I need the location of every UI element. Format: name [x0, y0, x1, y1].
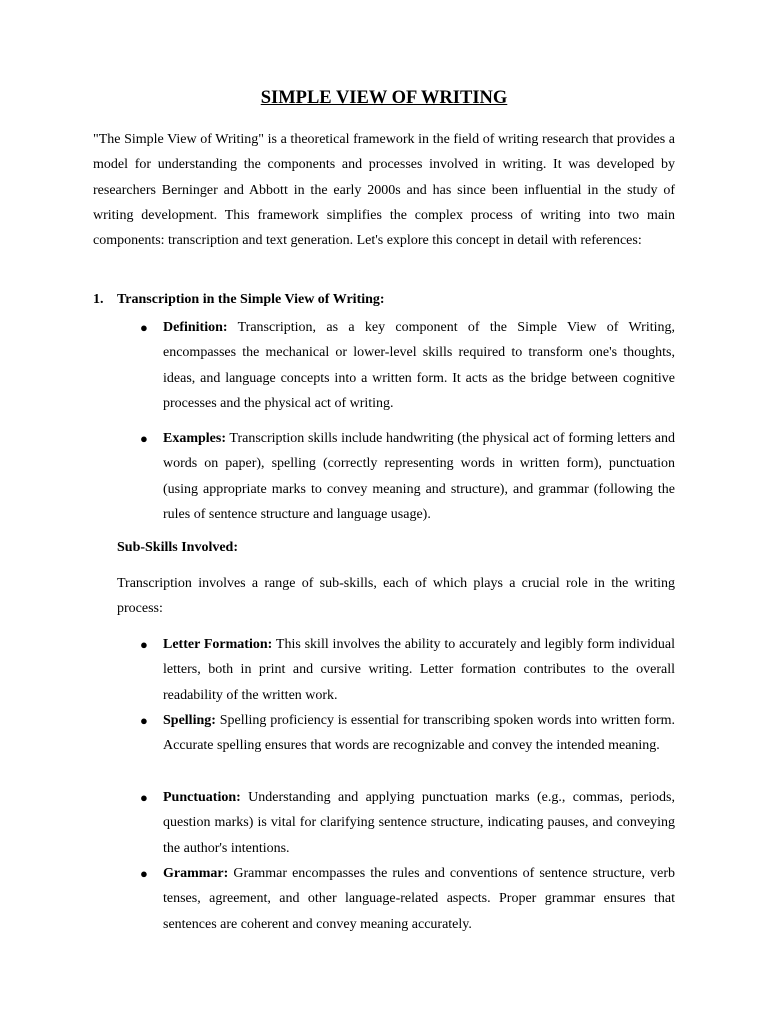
bullet-icon: ●	[140, 866, 148, 881]
intro-paragraph: "The Simple View of Writing" is a theoretical framework in the field of writing research that provides a model for understanding the components and processes involved in writing. It was developed by researchers Berninger and Abbott in the early 2000s and has since been influential in the study of writing development. This framework simplifies the complex process of writing into two main components: transcription and text generation. Let's explore this concept in detail with references:	[93, 132, 675, 249]
list-item-text: Grammar encompasses the rules and conventions of sentence structure, verb tenses, agreement, and other language-related aspects. Proper grammar ensures that sentences are coherent and convey meaning accurately.	[163, 866, 675, 932]
list-item-grammar	[163, 861, 675, 937]
list-item-term: Letter Formation:	[163, 637, 273, 652]
list-item-term: Punctuation:	[163, 790, 241, 805]
section-heading-text: Transcription in the Simple View of Writing:	[117, 292, 385, 307]
list-item-term: Spelling:	[163, 713, 216, 728]
bullet-icon: ●	[140, 431, 148, 446]
list-item-text: This skill involves the ability to accurately and legibly form individual letters, both in print and cursive writing. Letter formation contributes to the overall readability of the written work.	[163, 637, 675, 703]
list-item-definition	[163, 315, 675, 416]
sub-intro-paragraph: Transcription involves a range of sub-skills, each of which plays a crucial role in the writing process:	[117, 576, 675, 617]
bullet-icon: ●	[140, 637, 148, 652]
list-item-text: Transcription, as a key component of the Simple View of Writing, encompasses the mechanical or lower-level skills required to transform one's thoughts, ideas, and language concepts into a written form. It acts as the bridge between cognitive processes and the physical act of writing.	[163, 320, 675, 411]
list-item-punctuation	[163, 785, 675, 861]
section-heading	[93, 289, 675, 311]
sub-heading: Sub-Skills Involved:	[117, 540, 238, 555]
page-title: SIMPLE VIEW OF WRITING	[260, 88, 508, 108]
list-item-text: Transcription skills include handwriting (the physical act of forming letters and words on paper), spelling (correctly representing words in written form), punctuation (using appropriate marks to convey meaning and structure), and grammar (following the rules of sentence structure and language usage).	[163, 431, 675, 522]
list-item-term: Grammar:	[163, 866, 229, 881]
list-item-term: Definition:	[163, 320, 228, 335]
list-item-text: Understanding and applying punctuation marks (e.g., commas, periods, question marks) is vital for clarifying sentence structure, indicating pauses, and conveying the author's intentions.	[163, 790, 675, 856]
list-item-examples	[163, 426, 675, 527]
bullet-icon: ●	[140, 713, 148, 728]
list-item-spelling	[163, 708, 675, 759]
list-item-term: Examples:	[163, 431, 226, 446]
bullet-icon: ●	[140, 320, 148, 335]
section-number: 1.	[93, 292, 104, 307]
bullet-icon: ●	[140, 790, 148, 805]
list-item-text: Spelling proficiency is essential for transcribing spoken words into written form. Accurate spelling ensures that words are recognizable and convey the intended meaning.	[163, 713, 675, 754]
list-item-letter-formation	[163, 632, 675, 708]
